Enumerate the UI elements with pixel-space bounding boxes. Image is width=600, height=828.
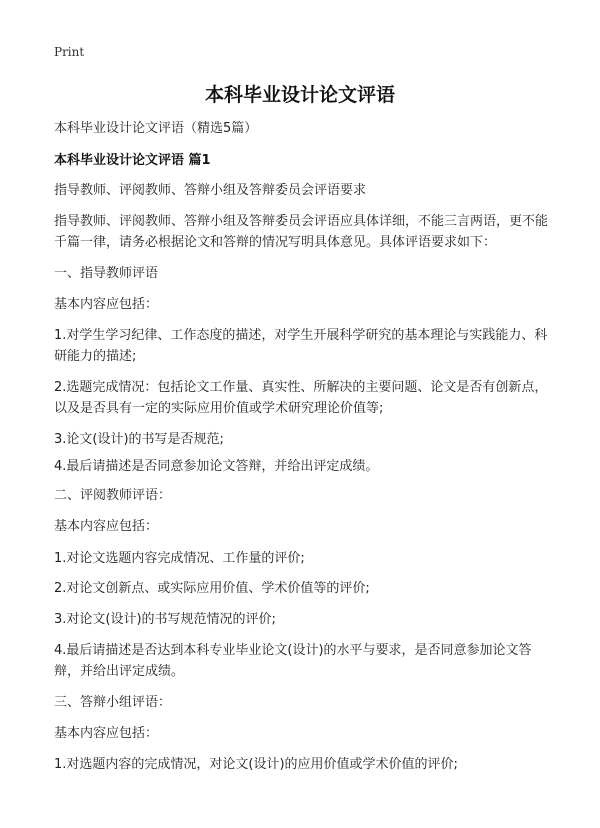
paragraph: 基本内容应包括： (54, 726, 159, 741)
paragraph: 一、指导教师评语 (54, 266, 159, 281)
paragraph: 2.对论文创新点、或实际应用价值、学术价值等的评价; (54, 581, 370, 596)
paragraph: 3.论文(设计)的书写是否规范; (54, 432, 224, 447)
paragraph: 2.选题完成情况：包括论文工作量、真实性、所解决的主要问题、论文是否有创新点，以及是否具有一定的实际应用价值或学术研究理论价值等; (54, 380, 548, 416)
paragraph: 三、答辩小组评语： (54, 695, 172, 710)
paragraph: 3.对论文(设计)的书写规范情况的评价; (54, 612, 276, 627)
paragraph: 1.对选题内容的完成情况，对论文(设计)的应用价值或学术价值的评价; (54, 757, 458, 772)
paragraph: 指导教师、评阅教师、答辩小组及答辩委员会评语应具体详细，不能三言两语，更不能千篇一律，请务必根据论文和答辩的情况写明具体意见。具体评语要求如下： (54, 214, 549, 250)
print-link[interactable]: Print (54, 45, 85, 59)
subtitle: 本科毕业设计论文评语（精选5篇） (54, 121, 258, 136)
paragraph: 4.最后请描述是否达到本科专业毕业论文(设计)的水平与要求，是否同意参加论文答辩，并给出评定成绩。 (54, 643, 532, 679)
paragraph: 二、评阅教师评语： (54, 488, 172, 503)
page-title: 本科毕业设计论文评语 (204, 84, 395, 106)
paragraph: 指导教师、评阅教师、答辩小组及答辩委员会评语要求 (54, 183, 367, 198)
paragraph: 1.对论文选题内容完成情况、工作量的评价; (54, 551, 305, 566)
paragraph: 基本内容应包括： (54, 519, 159, 534)
paragraph: 1.对学生学习纪律、工作态度的描述，对学生开展科学研究的基本理论与实践能力、科研能力的描述; (54, 328, 548, 364)
paragraph: 基本内容应包括： (54, 297, 159, 312)
paragraph: 4.最后请描述是否同意参加论文答辩，并给出评定成绩。 (54, 459, 379, 474)
section-heading: 本科毕业设计论文评语 篇1 (54, 153, 211, 168)
